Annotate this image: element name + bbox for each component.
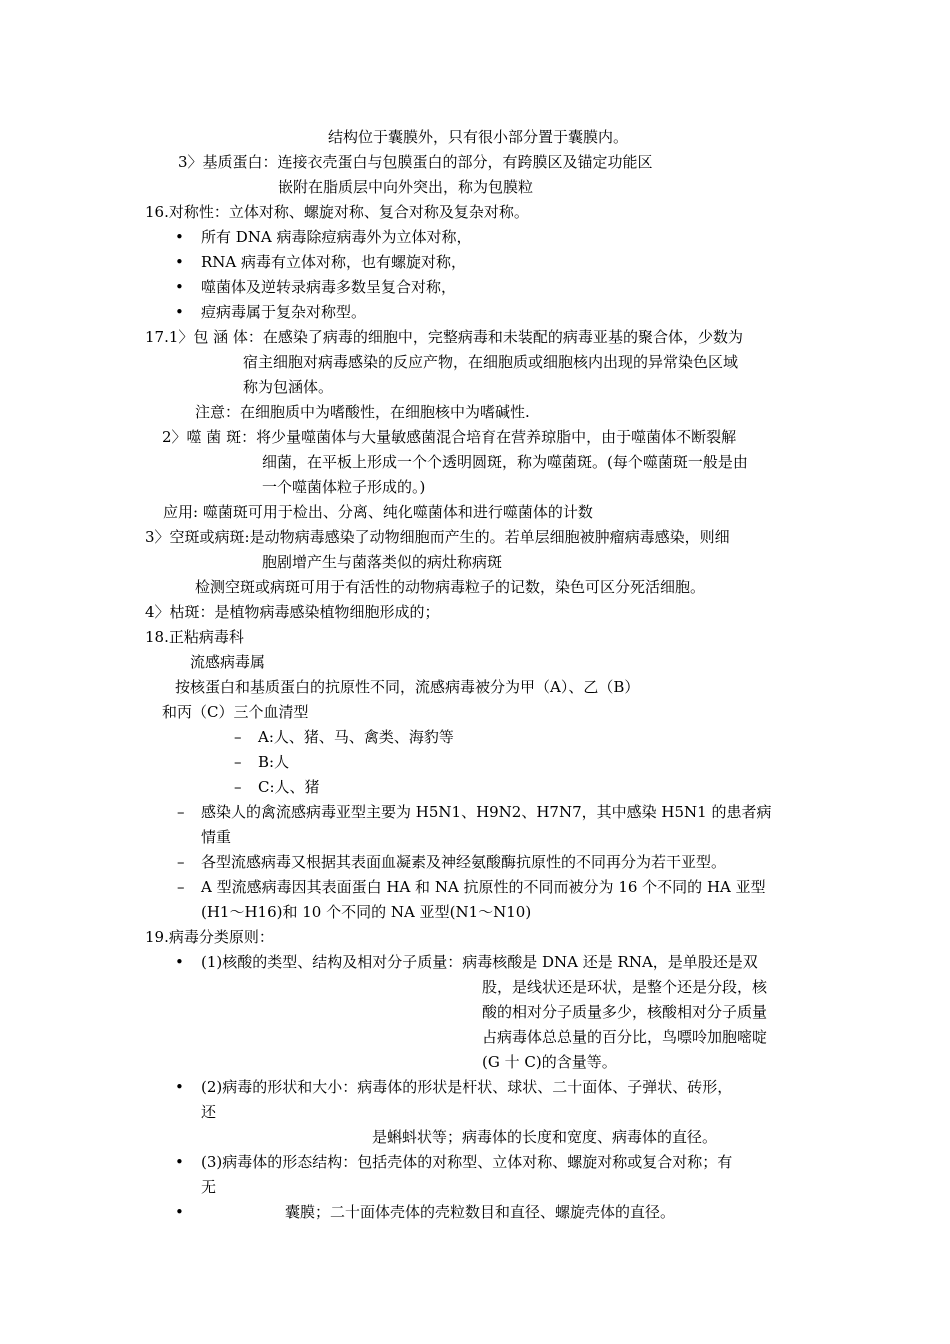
list-item: 感染人的禽流感病毒亚型主要为 H5N1、H9N2、H7N7，其中感染 H5N1 的患者病 [201, 803, 772, 821]
text-line: 嵌附在脂质层中向外突出，称为包膜粒 [278, 178, 534, 196]
text-line: 结构位于囊膜外，只有很小部分置于囊膜内。 [328, 128, 629, 146]
dash-marker: – [234, 728, 242, 746]
list-item: B:人 [258, 753, 290, 771]
text-line: 一个噬菌体粒子形成的。) [262, 478, 426, 496]
note-line: 注意：在细胞质中为嗜酸性，在细胞核中为嗜碱性. [195, 403, 530, 421]
list-item-continuation: (H1～H16)和 10 个不同的 NA 亚型(N1～N10) [201, 903, 532, 921]
list-item: (3)病毒体的形态结构：包括壳体的对称型、立体对称、螺旋对称或复合对称；有 [201, 1153, 733, 1171]
list-item: 囊膜；二十面体壳体的壳粒数目和直径、螺旋壳体的直径。 [285, 1203, 676, 1221]
list-item-continuation: 无 [201, 1178, 217, 1196]
list-item-continuation: 酸的相对分子质量多少，核酸相对分子质量 [482, 1003, 768, 1021]
section-heading: 17.1〉包 涵 体：在感染了病毒的细胞中，完整病毒和未装配的病毒亚基的聚合体，少数为 [145, 328, 743, 346]
bullet-marker: • [175, 253, 184, 271]
section-heading: 16.对称性：立体对称、螺旋对称、复合对称及复杂对称。 [145, 203, 529, 221]
list-item: 各型流感病毒又根据其表面血凝素及神经氨酸酶抗原性的不同再分为若干亚型。 [201, 853, 727, 871]
list-item: C:人、猪 [258, 778, 320, 796]
dash-marker: – [177, 803, 185, 821]
list-item: A:人、猪、马、禽类、海豹等 [258, 728, 454, 746]
list-item: 噬菌体及逆转录病毒多数呈复合对称， [201, 278, 457, 296]
list-item: 所有 DNA 病毒除痘病毒外为立体对称， [201, 228, 472, 246]
text-line: 和丙（C）三个血清型 [162, 703, 309, 721]
list-item-continuation: 是蝌蚪状等；病毒体的长度和宽度、病毒体的直径。 [372, 1128, 718, 1146]
bullet-marker: • [175, 303, 184, 321]
list-item: 痘病毒属于复杂对称型。 [201, 303, 367, 321]
text-line: 细菌，在平板上形成一个个透明圆斑，称为噬菌斑。(每个噬菌斑一般是由 [262, 453, 748, 471]
text-line: 检测空斑或病斑可用于有活性的动物病毒粒子的记数，染色可区分死活细胞。 [195, 578, 706, 596]
dash-marker: – [234, 753, 242, 771]
text-line: 按核蛋白和基质蛋白的抗原性不同，流感病毒被分为甲（A）、乙（B） [175, 678, 640, 696]
text-line: 3〉空斑或病斑:是动物病毒感染了动物细胞而产生的。若单层细胞被肿瘤病毒感染，则细 [145, 528, 730, 546]
text-line: 称为包涵体。 [243, 378, 334, 396]
dash-marker: – [177, 878, 185, 896]
list-item-continuation: 股，是线状还是环状，是整个还是分段，核 [482, 978, 768, 996]
dash-marker: – [234, 778, 242, 796]
list-item: (1)核酸的类型、结构及相对分子质量：病毒核酸是 DNA 还是 RNA，是单股还是双 [201, 953, 758, 971]
bullet-marker: • [175, 1078, 184, 1096]
list-item-continuation: 还 [201, 1103, 217, 1121]
text-line: 应用: 噬菌斑可用于检出、分离、纯化噬菌体和进行噬菌体的计数 [163, 503, 593, 521]
list-item-continuation: 情重 [201, 828, 232, 846]
list-item-continuation: (G 十 C)的含量等。 [482, 1053, 617, 1071]
bullet-marker: • [175, 953, 184, 971]
text-line: 3〉基质蛋白：连接衣壳蛋白与包膜蛋白的部分，有跨膜区及锚定功能区 [178, 153, 653, 171]
text-line: 4〉枯斑：是植物病毒感染植物细胞形成的； [145, 603, 440, 621]
bullet-marker: • [175, 278, 184, 296]
dash-marker: – [177, 853, 185, 871]
list-item-continuation: 占病毒体总总量的百分比，鸟嘌呤加胞嘧啶 [482, 1028, 768, 1046]
text-line: 宿主细胞对病毒感染的反应产物，在细胞质或细胞核内出现的异常染色区域 [243, 353, 739, 371]
bullet-marker: • [175, 1203, 184, 1221]
bullet-marker: • [175, 228, 184, 246]
bullet-marker: • [175, 1153, 184, 1171]
list-item: A 型流感病毒因其表面蛋白 HA 和 NA 抗原性的不同而被分为 16 个不同的 HA 亚型 [201, 878, 766, 896]
list-item: (2)病毒的形状和大小：病毒体的形状是杆状、球状、二十面体、子弹状、砖形， [201, 1078, 733, 1096]
text-line: 2〉噬 菌 斑：将少量噬菌体与大量敏感菌混合培育在营养琼脂中，由于噬菌体不断裂解 [162, 428, 737, 446]
text-line: 胞剧增产生与菌落类似的病灶称病斑 [262, 553, 503, 571]
section-heading: 18.正粘病毒科 [145, 628, 244, 646]
list-item: RNA 病毒有立体对称，也有螺旋对称， [201, 253, 467, 271]
text-line: 流感病毒属 [190, 653, 266, 671]
section-heading: 19.病毒分类原则： [145, 928, 274, 946]
